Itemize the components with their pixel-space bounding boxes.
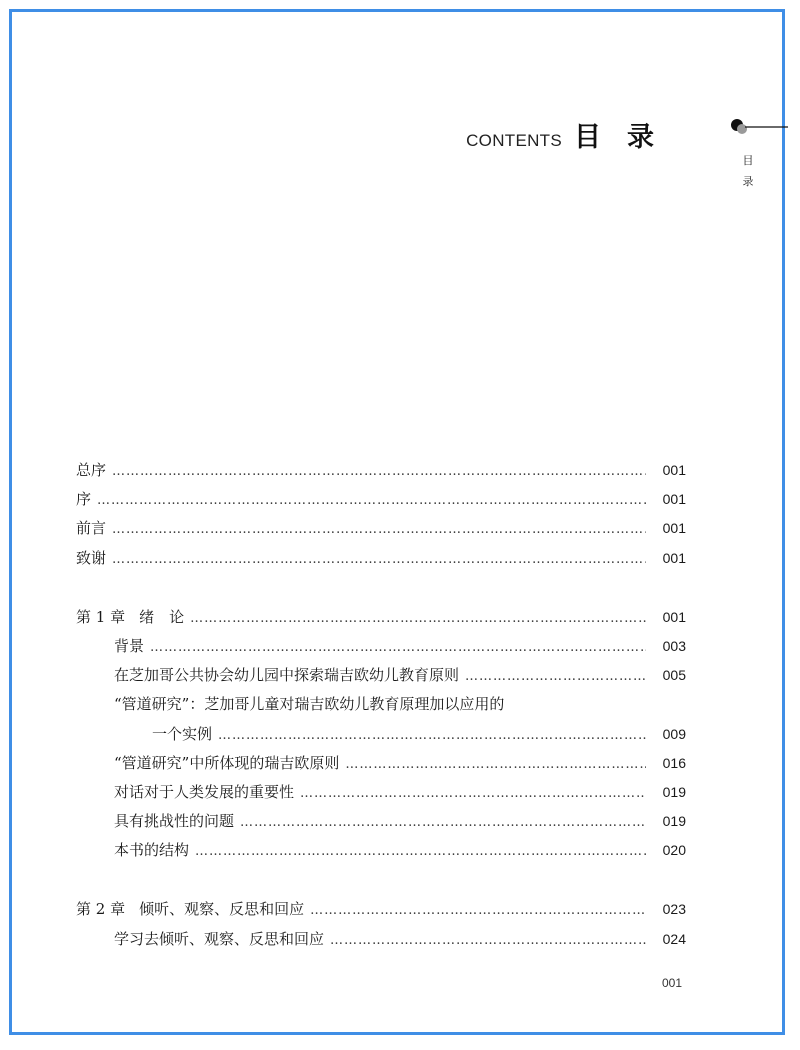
toc-entry-page: 001: [662, 462, 686, 478]
chapter-heading: [76, 606, 184, 627]
ornament-line-icon: [728, 116, 788, 146]
toc-entry[interactable]: [76, 810, 686, 839]
toc-entry[interactable]: [76, 664, 686, 693]
toc-entry-title: 总序: [76, 461, 107, 479]
chapter-page: 023: [662, 901, 686, 918]
toc-entry[interactable]: [76, 752, 686, 781]
leader-dots: [112, 464, 646, 479]
section-gap: [76, 868, 686, 898]
toc-entry-page: 001: [662, 491, 686, 508]
toc-entry-title: 致谢: [76, 548, 107, 567]
side-tab-label: 目录: [742, 154, 754, 188]
chapter-title: 绪 论: [139, 607, 185, 626]
leader-dots: [330, 933, 646, 948]
toc-entry-page: 003: [662, 637, 686, 654]
toc-entry-title: 具有挑战性的问题: [114, 812, 235, 831]
leader-dots: [190, 611, 646, 626]
toc-entry-title: “管道研究”中所体现的瑞吉欧原则: [114, 753, 340, 772]
toc-entry-title-continued: 一个实例: [152, 724, 213, 743]
toc-entry-page: 020: [662, 842, 686, 859]
toc-entry[interactable]: [76, 839, 686, 868]
toc-entry[interactable]: [76, 488, 686, 517]
chapter-page: 001: [662, 608, 686, 625]
toc-entry-first-line[interactable]: [76, 693, 686, 722]
toc-entry[interactable]: [76, 547, 686, 576]
chapter-number: 第 2 章: [76, 900, 126, 919]
toc-entry-title: 在芝加哥公共协会幼儿园中探索瑞吉欧幼儿教育原则: [114, 666, 460, 685]
toc-entry-title: 前言: [76, 519, 107, 538]
page-number: 001: [662, 976, 683, 990]
leader-dots: [240, 815, 646, 830]
toc-entry-page: 001: [662, 549, 686, 566]
toc-entry-title: 背景: [114, 636, 145, 655]
toc-entry-title: “管道研究”：芝加哥儿童对瑞吉欧幼儿教育原理加以应用的: [114, 695, 505, 714]
contents-title-zh: 目录: [574, 122, 680, 153]
toc-entry-page: 009: [662, 725, 686, 742]
toc-entry[interactable]: [76, 781, 686, 810]
section-gap: [76, 576, 686, 606]
toc-entry-title: 对话对于人类发展的重要性: [114, 782, 295, 801]
toc-entry-page: 019: [662, 783, 686, 800]
leader-dots: [345, 757, 646, 772]
leader-dots: [150, 640, 646, 655]
toc-entry-title: 学习去倾听、观察、反思和回应: [114, 929, 325, 948]
leader-dots: [300, 786, 646, 801]
toc-entry-page: 019: [662, 813, 686, 830]
toc-entry[interactable]: [76, 635, 686, 664]
leader-dots: [97, 493, 646, 508]
chapter-heading: [76, 898, 304, 919]
toc-entry[interactable]: [76, 459, 686, 488]
toc-entry-page: 005: [662, 667, 686, 684]
chapter-entry[interactable]: [76, 898, 686, 927]
contents-header: [466, 115, 680, 154]
toc-entry[interactable]: [76, 517, 686, 546]
toc-entry-title: 本书的结构: [114, 841, 190, 860]
toc-entry[interactable]: [76, 928, 686, 957]
leader-dots: [112, 522, 646, 537]
leader-dots: [465, 669, 646, 684]
toc-entry-title: 序: [76, 490, 92, 509]
toc-entry-continuation[interactable]: [76, 723, 686, 752]
toc-entry-page: 024: [662, 930, 686, 947]
leader-dots: [195, 844, 646, 859]
leader-dots: [218, 728, 646, 743]
chapter-entry[interactable]: [76, 606, 686, 635]
contents-title-en: CONTENTS: [466, 131, 562, 150]
toc-entry-page: 016: [662, 754, 686, 771]
leader-dots: [310, 903, 646, 918]
chapter-title: 倾听、观察、反思和回应: [139, 900, 305, 919]
toc-entry-page: 001: [662, 520, 686, 537]
chapter-number: 第 1 章: [76, 607, 126, 626]
table-of-contents: [76, 459, 686, 957]
leader-dots: [112, 552, 646, 567]
